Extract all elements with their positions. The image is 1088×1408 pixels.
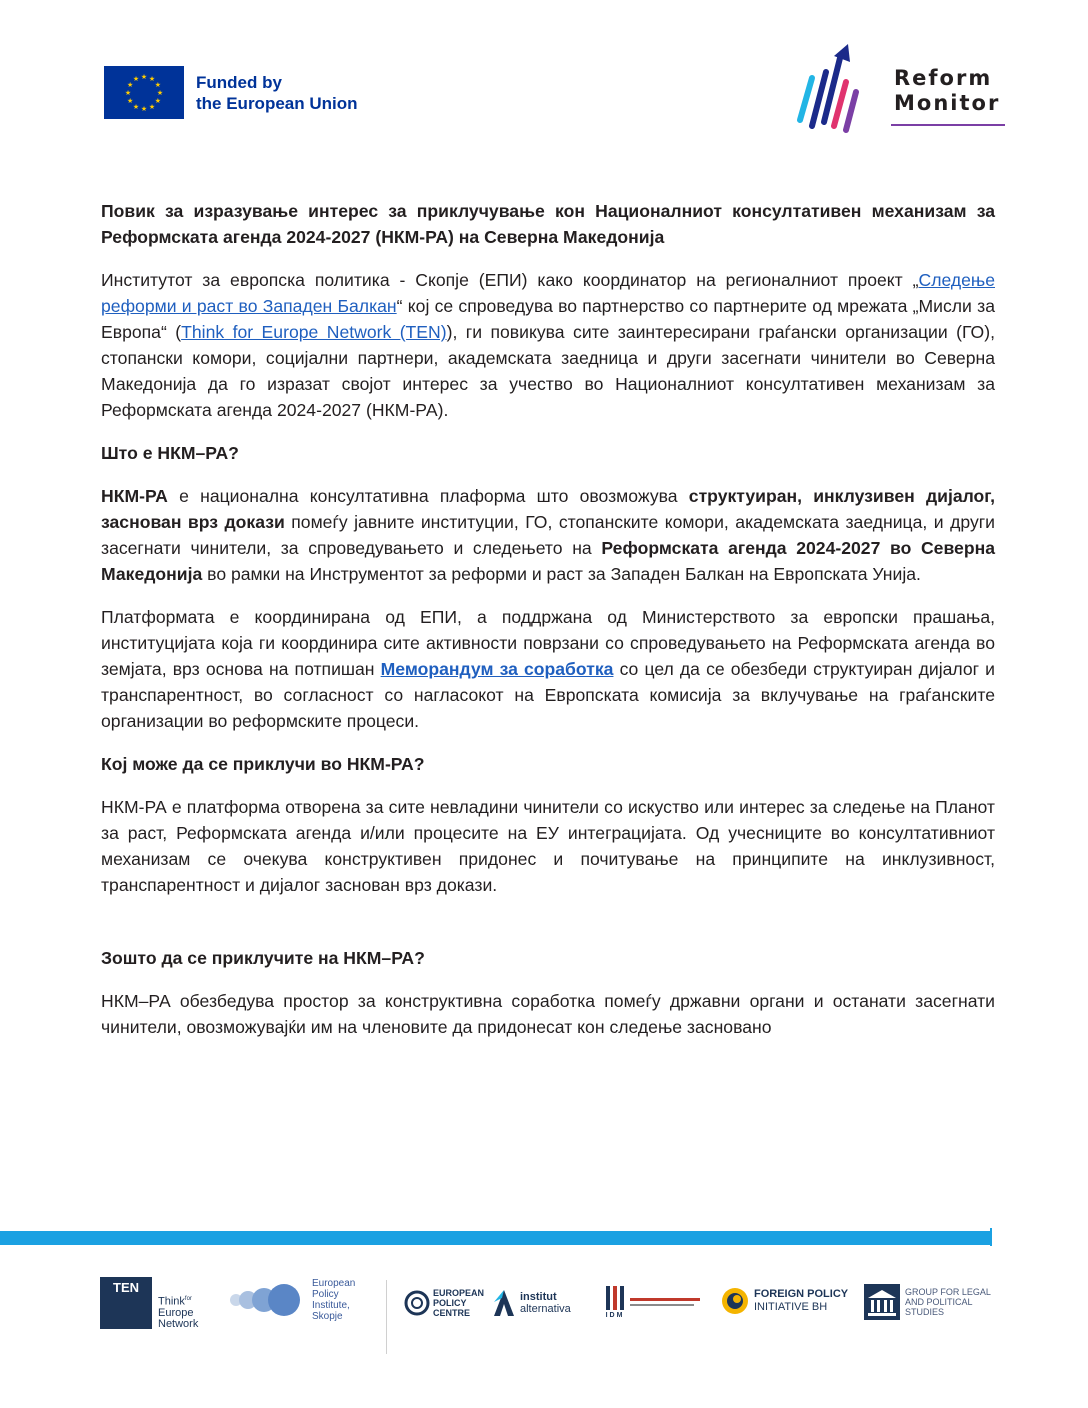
eu-funding-logo <box>104 66 358 119</box>
idm-emblem-icon <box>604 1284 626 1312</box>
alternativa-a-icon <box>492 1288 516 1318</box>
eu-star-icon: ★ <box>127 98 134 105</box>
epi-line1: European <box>312 1278 356 1289</box>
project-link[interactable]: Следење реформи и раст во Западен Балкан <box>101 270 995 316</box>
eu-star-icon: ★ <box>132 103 140 111</box>
ten-line2: Europe <box>158 1306 194 1319</box>
glps-line2: AND POLITICAL <box>905 1297 973 1307</box>
section-heading-who-can-join: Кој може да се приклучи во НКМ-РА? <box>101 754 425 774</box>
eu-star-icon: ★ <box>140 74 148 81</box>
fp-line1: FOREIGN POLICY <box>754 1288 849 1300</box>
epi-line3: Institute, <box>312 1300 350 1311</box>
institut-alternativa-logo <box>492 1288 571 1318</box>
ten-line3: Network <box>158 1317 199 1330</box>
what-is-text-2: помеѓу јавните институции, ГО, стопанските комори, академската заедница, и други засегнати чинители, за спроведувањето и следењето на <box>101 512 995 558</box>
ten-for: for <box>184 1296 192 1302</box>
epi-line2: Policy <box>312 1289 339 1300</box>
page-header <box>0 0 1088 150</box>
eu-star-icon: ★ <box>140 106 148 113</box>
epi-line4: Skopje <box>312 1311 343 1322</box>
epi-skopje-logo <box>226 1278 355 1322</box>
what-is-text-1: е национална консултативна плаформа што овозможува <box>167 486 689 506</box>
ten-abbr: TEN <box>113 1279 139 1295</box>
who-can-join-paragraph: НКМ-РА е платформа отворена за сите невладини чинители со искуство или интерес за следење на Планот за раст, Реформската агенда и/или процесите на ЕУ интеграцијата. Од учесниците во консултативниот механизам се очекува конструктивен придонес и почитување на принципите на инклузивност, транспарентност и дијалог заснован врз докази. <box>101 797 995 895</box>
document-body <box>101 198 995 1040</box>
fp-line2: INITIATIVE BH <box>754 1301 828 1313</box>
fpi-bh-logo <box>720 1286 848 1316</box>
eu-funded-line2: the European Union <box>196 93 358 113</box>
eu-star-icon: ★ <box>148 76 156 84</box>
section-heading-what-is: Што е НКМ–РА? <box>101 443 239 463</box>
why-join-paragraph: НКМ–РА обезбедува простор за конструктивна соработка помеѓу државни органи и останати засегнати чинители, овозможувајќи им на членовите да придонесат кон следење засновано <box>101 991 995 1037</box>
idm-abbr: IDM <box>605 1312 625 1319</box>
memorandum-link[interactable]: Меморандум за соработка <box>380 659 614 679</box>
what-is-paragraph <box>101 483 995 587</box>
fpi-circle-icon <box>720 1286 750 1316</box>
ten-network-link[interactable]: Think for Europe Network (TEN) <box>181 322 447 342</box>
coordination-text-1: Платформата е координирана од ЕПИ, а поддржана од Министерството за европски прашања, институцијата која ги координира сите активности поврзани со спроведувањето на Реформската агенда во земјата, врз основа на потпишан <box>101 607 995 679</box>
eu-star-icon: ★ <box>148 103 156 111</box>
eu-star-icon: ★ <box>154 82 161 89</box>
epi-circles-icon <box>226 1278 306 1322</box>
eu-flag-icon <box>104 66 184 119</box>
eu-star-icon: ★ <box>156 90 164 97</box>
reform-monitor-underline <box>891 124 1005 126</box>
section-heading-why-join: Зошто да се приклучите на НКМ–РА? <box>101 948 425 968</box>
epc-logo <box>404 1286 484 1320</box>
reform-monitor-arrow-icon <box>790 42 890 134</box>
eu-funded-line1: Funded by <box>196 72 282 92</box>
reform-monitor-line2: Monitor <box>894 91 1001 115</box>
partner-logos <box>100 1270 1000 1360</box>
epc-line1: EUROPEAN <box>433 1288 485 1298</box>
intro-paragraph <box>101 267 995 423</box>
reform-agenda-bold: Реформската агенда 2024-2027 во Северна Македонија <box>101 538 995 584</box>
ia-line1: institut <box>520 1291 557 1303</box>
dialogue-bold: структуиран, инклузивен дијалог, заснован врз докази <box>101 486 995 532</box>
idm-logo <box>604 1284 700 1319</box>
coordination-text-2: со цел да се обезбеди структуиран дијалог и транспарентност, во согласност со нагласокот на Европската комисија за вклучување на граѓанските организации во реформските процеси. <box>101 659 995 731</box>
eu-star-icon: ★ <box>154 98 161 105</box>
glps-line3: STUDIES <box>905 1307 945 1317</box>
reform-monitor-logo <box>790 42 1010 134</box>
epc-line2: POLICY <box>433 1298 467 1308</box>
ten-logo <box>100 1276 198 1330</box>
intro-text-2: “ кој се спроведува во партнерство со партнерите од мрежата „Мисли за Европа“ ( <box>101 296 995 342</box>
intro-text-1: Институтот за европска политика - Скопје (ЕПИ) како координатор на регионалниот проект „ <box>101 270 919 290</box>
glps-building-icon <box>864 1284 900 1320</box>
reform-monitor-line1: Reform <box>894 66 993 90</box>
epc-line3: CENTRE <box>433 1308 471 1318</box>
nkm-ra-bold: НКМ-РА <box>101 486 168 506</box>
footer-accent-tick <box>990 1228 992 1246</box>
idm-fine-print <box>630 1298 700 1306</box>
document-title: Повик за изразување интерес за приклучување кон Националниот консултативен механизам за Реформската агенда 2024-2027 (НКМ-РА) на Северна Македонија <box>101 201 995 247</box>
coordination-paragraph <box>101 604 995 734</box>
ten-badge-icon <box>100 1277 152 1329</box>
eu-star-icon: ★ <box>132 76 140 84</box>
intro-text-3: ), ги повикува сите заинтересирани граѓански организации (ГО), стопански комори, социјални партнери, академската заедница и други засегнати чинители во Северна Македонија да го изразат својот интерес за учество во Националниот консултативен механизам за Реформската агенда 2024-2027 (НКМ-РА). <box>101 322 995 420</box>
ia-line2: alternativa <box>520 1303 571 1315</box>
footer-accent-bar <box>0 1231 990 1245</box>
what-is-text-3: во рамки на Инструментот за реформи и раст за Западен Балкан на Европската Унија. <box>202 564 921 584</box>
eu-star-icon: ★ <box>124 90 132 97</box>
glps-line1: GROUP FOR LEGAL <box>905 1287 991 1297</box>
epc-emblem-icon <box>404 1286 430 1320</box>
eu-star-icon: ★ <box>127 82 134 89</box>
glps-logo <box>864 1284 991 1320</box>
ten-line1: Think <box>158 1295 185 1308</box>
